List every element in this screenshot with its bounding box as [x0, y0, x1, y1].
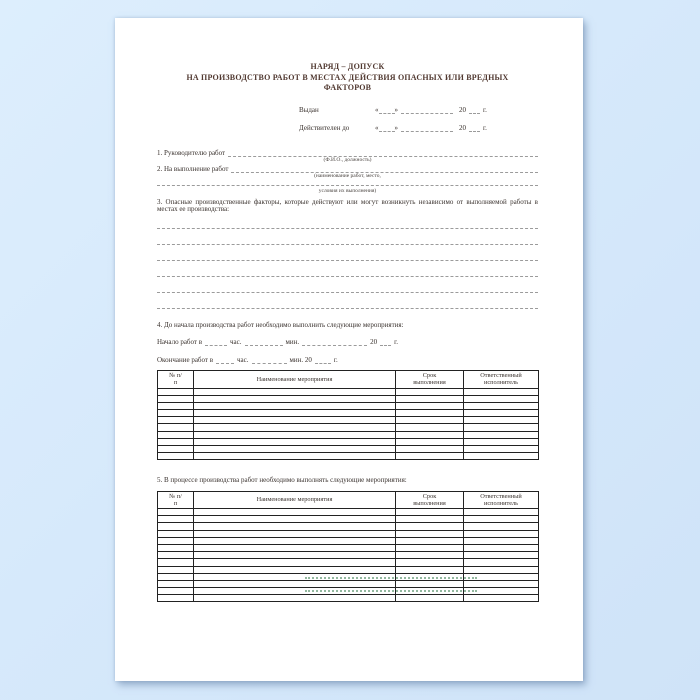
table-header-row: [158, 491, 539, 508]
document-page: [115, 18, 583, 681]
table-row: [158, 580, 539, 587]
blank-write-line: [157, 276, 538, 277]
end-hours-blank: [216, 357, 234, 364]
title-line-2: НА ПРОИЗВОДСТВО РАБОТ В МЕСТАХ ДЕЙСТВИЯ ОПАСНЫХ ИЛИ ВРЕДНЫХ: [186, 72, 509, 82]
table-cell: [464, 588, 539, 595]
table-cell: [396, 453, 464, 460]
header-measure-name-label: Наименование мероприятия: [256, 496, 333, 504]
table-row: [158, 410, 539, 417]
table-cell: [158, 580, 194, 587]
valid-until-label: Действителен до: [299, 123, 350, 132]
table-cell: [464, 438, 539, 445]
table-cell: [194, 395, 396, 402]
table-cell: [396, 388, 464, 395]
start-date-blank: [302, 339, 367, 346]
work-description-label: 2. На выполнение работ: [157, 164, 229, 173]
table-cell: [158, 438, 194, 445]
table-cell: [194, 516, 396, 523]
table-cell: [158, 544, 194, 551]
header-number: [158, 371, 194, 388]
table-cell: [194, 595, 396, 602]
table-cell: [464, 523, 539, 530]
table-cell: [464, 544, 539, 551]
blank-write-line: [157, 244, 538, 245]
table-cell: [194, 453, 396, 460]
table-cell: [158, 395, 194, 402]
start-hours-blank: [205, 339, 227, 346]
table-cell: [464, 566, 539, 573]
work-description-extra-blank: [157, 185, 538, 186]
table-row: [158, 417, 539, 424]
table-row: [158, 402, 539, 409]
hazard-factors-blank-lines: [157, 228, 538, 309]
table-cell: [158, 559, 194, 566]
table-cell: [158, 424, 194, 431]
pre-work-measures-text: 4. До начала производства работ необходимо выполнить следующие мероприятия:: [157, 320, 404, 329]
header-responsible: [464, 371, 539, 388]
table-cell: [464, 453, 539, 460]
table-cell: [158, 523, 194, 530]
blank-write-line: [157, 292, 538, 293]
table-row: [158, 509, 539, 516]
close-quote: »: [394, 105, 398, 114]
table-cell: [396, 446, 464, 453]
work-end-line: [157, 356, 538, 364]
table-header-row: [158, 371, 539, 388]
end-minutes-blank: [252, 357, 287, 364]
table-cell: [158, 410, 194, 417]
table-cell: [464, 537, 539, 544]
title-line-3: ФАКТОРОВ: [323, 83, 372, 92]
start-minutes-label: мин.: [285, 338, 300, 347]
table-cell: [194, 410, 396, 417]
table-cell: [194, 588, 396, 595]
table-cell: [396, 509, 464, 516]
date-block: [299, 106, 538, 132]
header-deadline-label: Срок выполнения: [413, 372, 446, 387]
header-deadline: [396, 491, 464, 508]
issued-year-blank: [469, 107, 480, 114]
table-row: [158, 516, 539, 523]
header-number: [158, 491, 194, 508]
table-cell: [464, 410, 539, 417]
during-work-measures-text: 5. В процессе производства работ необходимо выполнять следующие мероприятия:: [157, 476, 407, 485]
work-supervisor-label: 1. Руководителю работ: [157, 148, 226, 157]
table-cell: [158, 530, 194, 537]
table-cell: [464, 516, 539, 523]
table-row: [158, 395, 539, 402]
work-description-hint-1: (наименование работ, место,: [314, 172, 381, 179]
table-row: [158, 424, 539, 431]
header-measure-name: [194, 491, 396, 508]
table-cell: [464, 552, 539, 559]
table-row: [158, 431, 539, 438]
table-cell: [464, 446, 539, 453]
table-cell: [194, 544, 396, 551]
table-cell: [396, 438, 464, 445]
table-cell: [158, 588, 194, 595]
table-row: [158, 588, 539, 595]
table-cell: [464, 395, 539, 402]
table-cell: [396, 588, 464, 595]
table-row: [158, 446, 539, 453]
table-cell: [396, 523, 464, 530]
table-cell: [396, 595, 464, 602]
table-row: [158, 453, 539, 460]
table-cell: [396, 537, 464, 544]
table-cell: [396, 424, 464, 431]
table-cell: [158, 573, 194, 580]
table-cell: [194, 509, 396, 516]
header-number-label: № п/п: [169, 492, 182, 507]
hazard-factors-text: 3. Опасные производственные факторы, которые действуют или могут возникнуть независимо от выполняемой работы в местах ее производства:: [157, 197, 538, 213]
table-cell: [396, 516, 464, 523]
valid-month-blank: [401, 125, 453, 132]
table-row: [158, 438, 539, 445]
table-cell: [194, 438, 396, 445]
work-supervisor-line: [157, 149, 538, 157]
table-cell: [464, 595, 539, 602]
table-cell: [158, 388, 194, 395]
table-cell: [464, 573, 539, 580]
valid-day-blank: [379, 125, 395, 132]
table-cell: [194, 424, 396, 431]
table-cell: [396, 559, 464, 566]
table-cell: [194, 580, 396, 587]
table-row: [158, 388, 539, 395]
start-year-suffix: г.: [394, 338, 399, 347]
valid-year-suffix: г.: [483, 123, 487, 132]
blank-write-line: [157, 260, 538, 261]
open-quote: «: [375, 105, 379, 114]
valid-year-blank: [469, 125, 480, 132]
table-cell: [396, 431, 464, 438]
table-cell: [396, 530, 464, 537]
pre-work-measures-table: [157, 370, 539, 460]
issued-day-blank: [379, 107, 395, 114]
table-cell: [158, 446, 194, 453]
table-cell: [194, 573, 396, 580]
table-cell: [194, 417, 396, 424]
during-work-measures-table: [157, 491, 539, 603]
title-line-1: НАРЯД – ДОПУСК: [310, 62, 385, 71]
table-cell: [194, 388, 396, 395]
table-cell: [396, 395, 464, 402]
table-cell: [396, 544, 464, 551]
table-row: [158, 523, 539, 530]
work-description-blank: [231, 166, 538, 173]
table-cell: [396, 566, 464, 573]
start-year-blank: [380, 339, 391, 346]
table-row: [158, 566, 539, 573]
table-row: [158, 537, 539, 544]
issued-line: [299, 106, 538, 114]
table-cell: [158, 453, 194, 460]
work-supervisor-blank: [228, 150, 538, 157]
table-cell: [158, 417, 194, 424]
table-cell: [396, 552, 464, 559]
work-start-line: [157, 338, 538, 346]
header-measure-name: [194, 371, 396, 388]
table-cell: [396, 402, 464, 409]
table-cell: [464, 509, 539, 516]
document-title: [157, 62, 538, 94]
table-cell: [194, 537, 396, 544]
table-cell: [158, 516, 194, 523]
start-hours-label: час.: [230, 338, 242, 347]
table-cell: [194, 559, 396, 566]
table-cell: [396, 573, 464, 580]
table-row: [158, 552, 539, 559]
table-cell: [158, 537, 194, 544]
header-measure-name-label: Наименование мероприятия: [256, 375, 333, 383]
table-cell: [464, 388, 539, 395]
start-year-prefix: 20: [370, 338, 378, 347]
table-cell: [194, 431, 396, 438]
table-cell: [158, 552, 194, 559]
header-number-label: № п/п: [169, 372, 182, 387]
table-cell: [194, 402, 396, 409]
table-cell: [464, 530, 539, 537]
table-cell: [194, 566, 396, 573]
table-cell: [158, 402, 194, 409]
header-responsible-label: Ответственный исполнитель: [480, 372, 522, 387]
table-cell: [158, 509, 194, 516]
valid-year-prefix: 20: [459, 123, 466, 132]
valid-until-line: [299, 124, 538, 132]
table-cell: [194, 523, 396, 530]
start-minutes-blank: [245, 339, 283, 346]
table-cell: [464, 402, 539, 409]
table-cell: [396, 580, 464, 587]
work-supervisor-hint: (Ф.И.О., должность): [323, 156, 372, 163]
header-deadline-label: Срок выполнения: [413, 492, 446, 507]
table-cell: [464, 417, 539, 424]
table-cell: [194, 552, 396, 559]
table-cell: [396, 417, 464, 424]
work-description-line: [157, 165, 538, 173]
end-minutes-label: мин. 20: [289, 356, 312, 365]
table-cell: [158, 566, 194, 573]
close-quote: »: [394, 123, 398, 132]
blank-write-line: [157, 308, 538, 309]
header-deadline: [396, 371, 464, 388]
table-cell: [464, 431, 539, 438]
header-responsible: [464, 491, 539, 508]
table-row: [158, 559, 539, 566]
end-year-blank: [315, 357, 331, 364]
issued-month-blank: [401, 107, 453, 114]
work-description-hint-2: условия их выполнения): [318, 187, 377, 194]
table-cell: [158, 595, 194, 602]
work-start-label: Начало работ в: [157, 338, 203, 347]
table-cell: [464, 559, 539, 566]
open-quote: «: [375, 123, 379, 132]
table-cell: [194, 530, 396, 537]
table-cell: [464, 580, 539, 587]
table-row: [158, 573, 539, 580]
issued-year-prefix: 20: [459, 105, 466, 114]
table-cell: [194, 446, 396, 453]
issued-label: Выдан: [299, 105, 319, 114]
end-year-suffix: г.: [333, 356, 338, 365]
table-row: [158, 544, 539, 551]
table-cell: [158, 431, 194, 438]
end-hours-label: час.: [237, 356, 249, 365]
table-row: [158, 595, 539, 602]
table-cell: [396, 410, 464, 417]
issued-year-suffix: г.: [483, 105, 487, 114]
table-cell: [464, 424, 539, 431]
table-row: [158, 530, 539, 537]
blank-write-line: [157, 228, 538, 229]
header-responsible-label: Ответственный исполнитель: [480, 492, 522, 507]
work-end-label: Окончание работ в: [157, 356, 214, 365]
